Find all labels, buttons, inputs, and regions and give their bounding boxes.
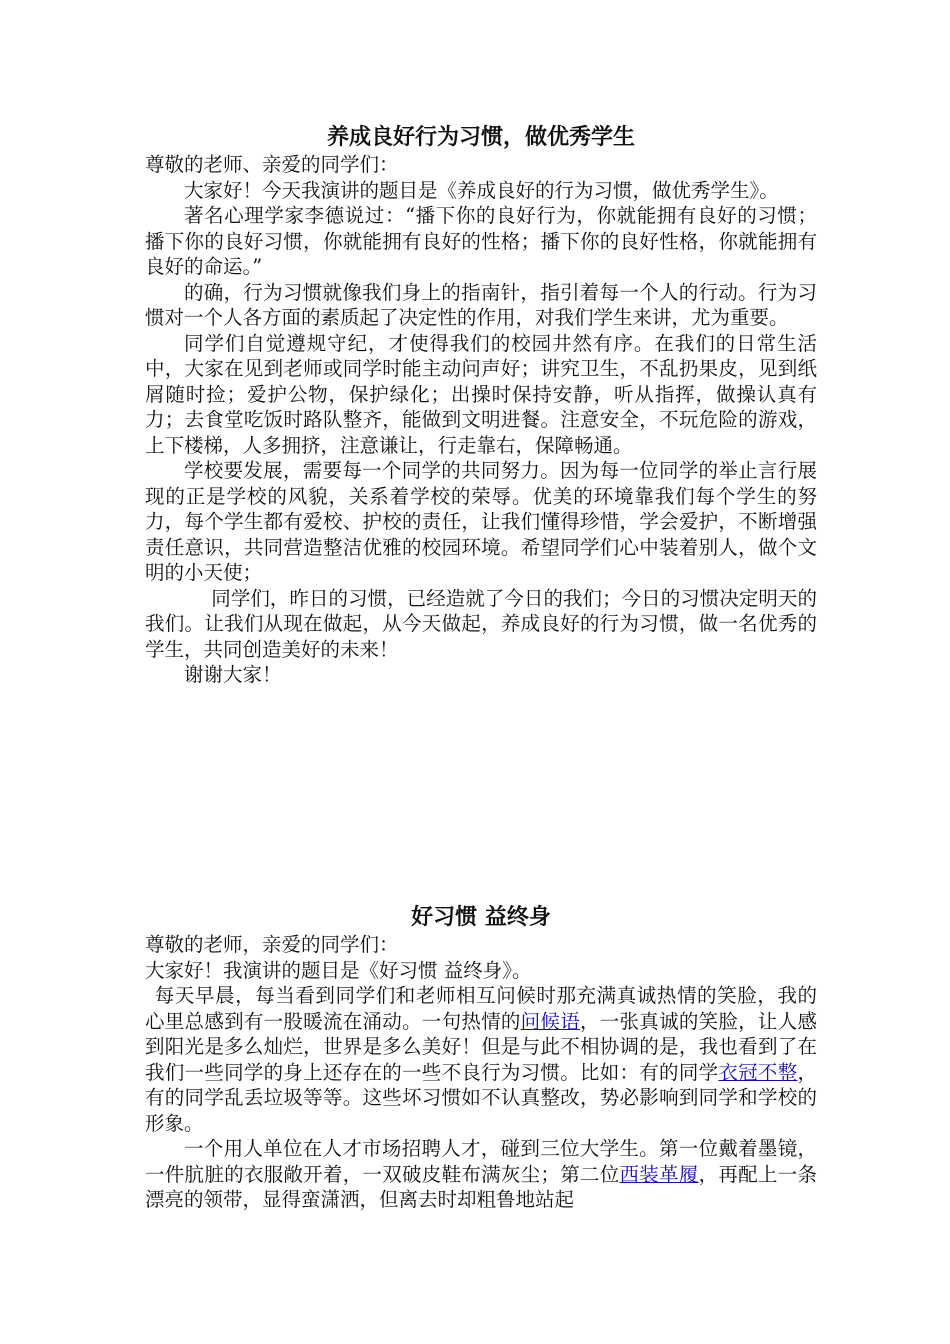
paragraph: 同学们自觉遵规守纪，才使得我们的校园井然有序。在我们的日常生活中，大家在见到老师或同学时能主动问声好；讲究卫生，不乱扔果皮，见到纸屑随时捡；爱护公物，保护绿化；出操时保持安静，听从指挥，做操认真有力；去食堂吃饭时路队整齐，能做到文明进餐。注意安全，不玩危险的游戏，上下楼梯，人多拥挤，注意谦让，行走靠右，保障畅通。 <box>145 331 817 457</box>
paragraph: 大家好！今天我演讲的题目是《养成良好的行为习惯，做优秀学生》。 <box>184 178 779 202</box>
paragraph: 学校要发展，需要每一个同学的共同努力。因为每一位同学的举止言行展现的正是学校的风貌，关系着学校的荣辱。优美的环境靠我们每个学生的努力，每个学生都有爱校、护校的责任，让我们懂得珍惜，学会爱护，不断增强责任意识，共同营造整洁优雅的校园环境。希望同学们心中装着别人，做个文明的小天使； <box>145 459 817 584</box>
text-segment: 每天早晨，每当看到同学们和老师相互问候时那充满真诚热情的笑脸，我的心里总感到有一股暖流在涌动。一句热情的 <box>145 984 817 1033</box>
paragraph <box>145 1136 817 1213</box>
speech-two-salutation: 尊敬的老师，亲爱的同学们： <box>145 933 399 956</box>
text-segment: 一个用人单位在人才市场招聘人才，碰到三位大学生。第一位戴着墨镜，一件肮脏的衣服敞开着，一双破皮鞋布满灰尘；第二位 <box>145 1137 817 1186</box>
text-segment: ，再配上一条漂亮的领带，显得蛮潇洒，但离去时却粗鲁地站起 <box>145 1162 817 1211</box>
speech-two <box>145 902 817 1213</box>
paragraph: 的确，行为习惯就像我们身上的指南针，指引着每一个人的行动。行为习惯对一个人各方面的素质起了决定性的作用，对我们学生来讲，尤为重要。 <box>145 280 817 329</box>
text-segment: ，一张真诚的笑脸，让人感到阳光是多么灿烂，世界是多么美好！但是与此不相协调的是，我也看到了在我们一些同学的身上还存在的一些不良行为习惯。比如：有的同学 <box>145 1009 817 1084</box>
paragraph <box>145 983 817 1136</box>
link-untidy-dress[interactable]: 衣冠不整 <box>718 1060 798 1084</box>
speech-two-title: 好习惯 益终身 <box>411 904 551 930</box>
link-greeting[interactable]: 问候语 <box>520 1009 580 1033</box>
text-segment: ，有的同学乱丢垃圾等等。这些坏习惯如不认真整改，势必影响到同学和学校的形象。 <box>145 1060 817 1135</box>
paragraph: 同学们，昨日的习惯，已经造就了今日的我们；今日的习惯决定明天的我们。让我们从现在做起，从今天做起，养成良好的行为习惯，做一名优秀的学生，共同创造美好的未来！ <box>145 586 817 661</box>
link-suit-and-leather-shoes[interactable]: 西装革履 <box>619 1162 699 1186</box>
speech-one-salutation: 尊敬的老师、亲爱的同学们： <box>145 153 399 176</box>
speech-one-title: 养成良好行为习惯，做优秀学生 <box>326 124 635 150</box>
closing-thanks: 谢谢大家！ <box>184 663 282 686</box>
speech-two-intro: 大家好！我演讲的题目是《好习惯 益终身》。 <box>145 958 532 982</box>
speech-one <box>145 122 817 688</box>
paragraph: 著名心理学家李德说过：“播下你的良好行为，你就能拥有良好的习惯；播下你的良好习惯，你就能拥有良好的性格；播下你的良好性格，你就能拥有良好的命运。” <box>145 204 817 278</box>
